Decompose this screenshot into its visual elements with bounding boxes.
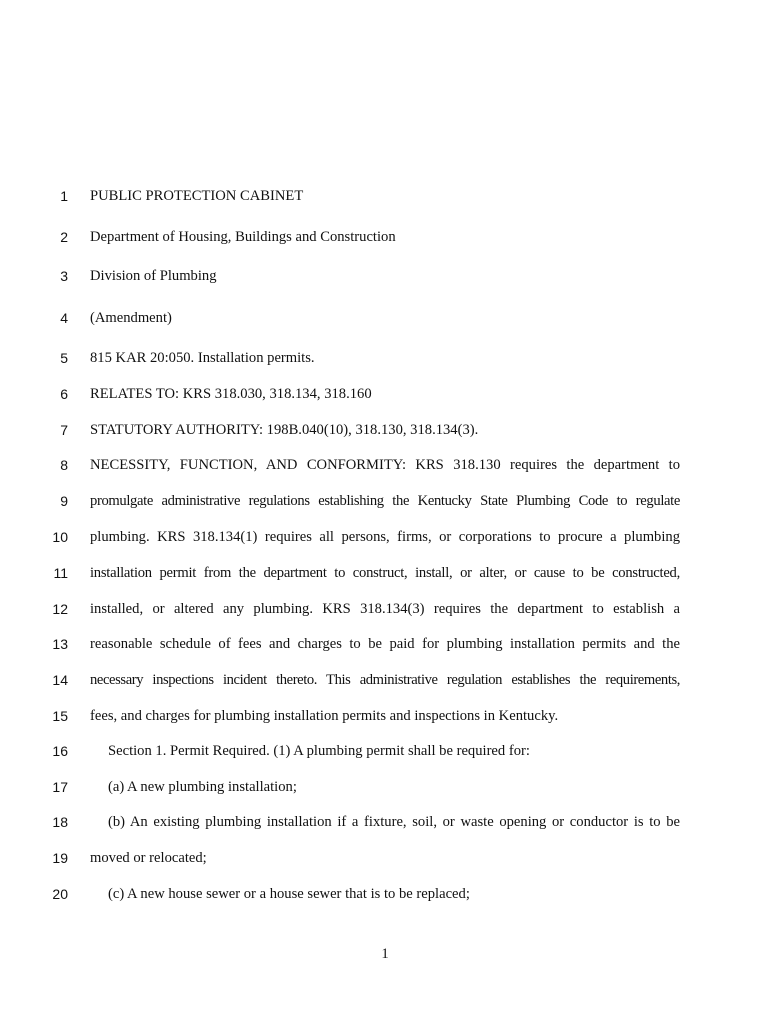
line-text: fees, and charges for plumbing installation permits and inspections in Kentucky.	[90, 708, 559, 724]
line-text: Department of Housing, Buildings and Construction	[90, 229, 396, 245]
line-text: 815 KAR 20:050. Installation permits.	[90, 350, 315, 366]
document-line	[0, 704, 770, 728]
document-line	[0, 668, 770, 692]
document-line	[0, 225, 770, 249]
line-number: 5	[60, 350, 68, 366]
document-line	[0, 382, 770, 406]
line-number: 13	[52, 636, 68, 652]
line-text: Section 1. Permit Required. (1) A plumbing permit shall be required for:	[108, 743, 530, 759]
line-text: (c) A new house sewer or a house sewer that is to be replaced;	[108, 886, 470, 902]
line-number: 16	[52, 743, 68, 759]
document-line	[0, 184, 770, 208]
line-number: 4	[60, 310, 68, 326]
line-number: 8	[60, 457, 68, 473]
line-number: 14	[52, 672, 68, 688]
line-number: 10	[52, 529, 68, 545]
line-text: NECESSITY, FUNCTION, AND CONFORMITY: KRS 318.130 requires the department to	[90, 457, 680, 473]
document-line	[0, 453, 770, 477]
line-text: installed, or altered any plumbing. KRS 318.134(3) requires the department to establish a	[90, 601, 680, 617]
document-line	[0, 810, 770, 834]
line-number: 20	[52, 886, 68, 902]
line-text: (a) A new plumbing installation;	[108, 779, 297, 795]
line-text: moved or relocated;	[90, 850, 207, 866]
document-line	[0, 264, 770, 288]
line-text: RELATES TO: KRS 318.030, 318.134, 318.160	[90, 386, 372, 402]
document-line	[0, 525, 770, 549]
line-number: 2	[60, 229, 68, 245]
line-text: STATUTORY AUTHORITY: 198B.040(10), 318.130, 318.134(3).	[90, 422, 479, 438]
document-line	[0, 489, 770, 513]
line-number: 1	[60, 188, 68, 204]
line-number: 11	[53, 565, 68, 581]
line-number: 15	[52, 708, 68, 724]
line-number: 6	[60, 386, 68, 402]
document-line	[0, 418, 770, 442]
line-number: 12	[52, 601, 68, 617]
line-number: 3	[60, 268, 68, 284]
line-number: 9	[60, 493, 68, 509]
line-text: promulgate administrative regulations establishing the Kentucky State Plumbing Code to regulate	[90, 493, 680, 509]
document-line	[0, 632, 770, 656]
line-number: 18	[52, 814, 68, 830]
document-line	[0, 561, 770, 585]
document-line	[0, 346, 770, 370]
line-text: PUBLIC PROTECTION CABINET	[90, 188, 304, 204]
line-text: plumbing. KRS 318.134(1) requires all persons, firms, or corporations to procure a plumbing	[90, 529, 680, 545]
document-line	[0, 882, 770, 906]
document-line	[0, 597, 770, 621]
line-text: (b) An existing plumbing installation if a fixture, soil, or waste opening or conductor is to be	[108, 814, 680, 830]
line-text: reasonable schedule of fees and charges to be paid for plumbing installation permits and the	[90, 636, 680, 652]
line-number: 7	[60, 422, 68, 438]
line-text: installation permit from the department to construct, install, or alter, or cause to be constructed,	[90, 565, 680, 581]
line-text: (Amendment)	[90, 310, 172, 326]
line-text: Division of Plumbing	[90, 268, 217, 284]
line-number: 19	[52, 850, 68, 866]
document-line	[0, 775, 770, 799]
line-text: necessary inspections incident thereto. This administrative regulation establishes the requirements,	[90, 672, 680, 688]
document-line	[0, 846, 770, 870]
page-number: 1	[381, 946, 389, 962]
line-number: 17	[52, 779, 68, 795]
document-line	[0, 306, 770, 330]
document-line	[0, 739, 770, 763]
